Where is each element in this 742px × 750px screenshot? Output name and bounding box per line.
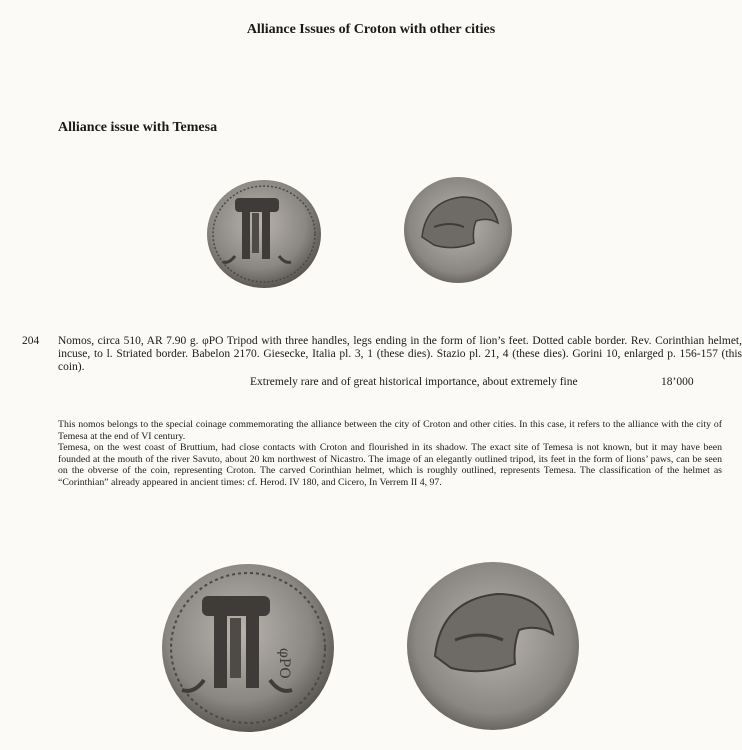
lot-description: Nomos, circa 510, AR 7.90 g. φPO Tripod with three handles, legs ending in the form of lion’s feet. Dotted cable border. Rev. Corinthian helmet, incuse, to l. Striated border. Babelon 2170. Giesecke, Italia pl. 3, 1 (these dies). Stazio pl. 21, 4 (these dies). Gorini 10, enlarged p. 156-157 (this coin). xyxy=(58,335,742,373)
lot-evaluation-line xyxy=(250,376,710,388)
coin-obverse-small xyxy=(205,178,323,290)
section-heading: Alliance issue with Temesa xyxy=(58,120,218,135)
lot-estimate: 18’000 xyxy=(661,376,694,388)
commentary-paragraph-1: This nomos belongs to the special coinage commemorating the alliance between the city of Croton and other cities. In this case, it refers to the alliance with the city of Temesa at the end of VI century. xyxy=(58,419,722,442)
lot-number: 204 xyxy=(22,335,40,347)
lot-evaluation: Extremely rare and of great historical importance, about extremely fine xyxy=(250,376,578,388)
coin-reverse-small xyxy=(402,175,514,285)
commentary-paragraph-2: Temesa, on the west coast of Bruttium, had close contacts with Croton and flourished in its shadow. The exact site of Temesa is not known, but it may have been founded at the mouth of the river Savuto, about 20 km northwest of Nicastro. The image of an elegantly outlined tripod, its feet in the form of lions’ paws, can be seen on the obverse of the coin, representing Croton. The carved Corinthian helmet, which is roughly outlined, represents Temesa. The classification of the helmet as “Corinthian” already appeared in ancient times: cf. Herod. IV 180, and Cicero, In Verrem II 4, 97. xyxy=(58,442,722,488)
commentary xyxy=(58,419,722,489)
svg-text:φPO: φPO xyxy=(276,648,292,679)
page-title: Alliance Issues of Croton with other cities xyxy=(246,22,496,37)
coin-obverse-enlarged xyxy=(160,562,336,734)
coin-reverse-enlarged xyxy=(405,560,581,732)
